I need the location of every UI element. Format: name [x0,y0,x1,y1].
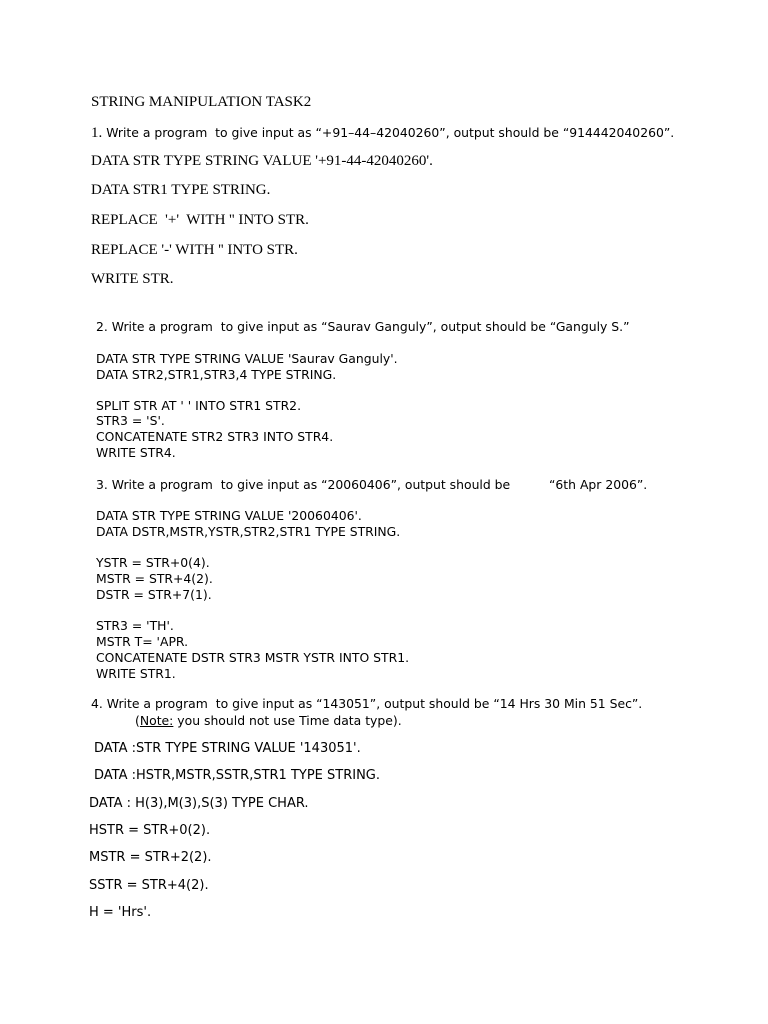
note-label: Note: [139,713,174,728]
task4-code-line: HSTR = STR+0(2). [89,823,211,838]
task4-code-line: MSTR = STR+2(2). [89,850,212,865]
task1-code-line: REPLACE '+' WITH '' INTO STR. [91,212,309,228]
note-text: you should not use Time data type). [173,713,402,728]
task3-code-line: DSTR = STR+7(1). [96,587,212,602]
task2-heading: 2. Write a program to give input as “Saurav Ganguly”, output should be “Ganguly S.” [96,319,630,334]
task3-code-line: DATA STR TYPE STRING VALUE '20060406'. [96,508,362,523]
task2-code-line: CONCATENATE STR2 STR3 INTO STR4. [96,429,334,444]
task1-code-line: DATA STR TYPE STRING VALUE '+91-44-42040260'. [91,153,433,169]
task1-code-line: REPLACE '-' WITH '' INTO STR. [91,242,298,258]
task4-code-line: DATA :STR TYPE STRING VALUE '143051'. [94,741,361,756]
task4-heading: 4. Write a program to give input as “143051”, output should be “14 Hrs 30 Min 51 Sec”. [91,696,643,711]
task2-code-line: DATA STR2,STR1,STR3,4 TYPE STRING. [96,367,337,382]
page-title: STRING MANIPULATION TASK2 [91,94,312,110]
task3-code-line: MSTR = STR+4(2). [96,571,213,586]
task4-code-line: DATA :HSTR,MSTR,SSTR,STR1 TYPE STRING. [94,768,381,783]
task4-code-line: SSTR = STR+4(2). [89,878,209,893]
task3-code-line: CONCATENATE DSTR STR3 MSTR YSTR INTO STR1. [96,650,410,665]
task4-code-line: H = 'Hrs'. [89,905,152,920]
task3-code-line: MSTR T= 'APR. [96,634,189,649]
task3-code-line: WRITE STR1. [96,666,176,681]
task2-code-line: SPLIT STR AT ' ' INTO STR1 STR2. [96,398,302,413]
task1-code-line: WRITE STR. [91,271,174,287]
task3-code-line: YSTR = STR+0(4). [96,555,210,570]
task3-heading: 3. Write a program to give input as “20060406”, output should be [96,477,511,492]
task3-heading-output: “6th Apr 2006”. [549,477,648,492]
task2-code-line: STR3 = 'S'. [96,413,165,428]
task1-heading [91,125,674,141]
task1-number: 1. [91,125,103,141]
task1-code-line: DATA STR1 TYPE STRING. [91,182,271,198]
task2-code-line: DATA STR TYPE STRING VALUE 'Saurav Ganguly'. [96,351,398,366]
task2-code-line: WRITE STR4. [96,445,176,460]
task3-code-line: STR3 = 'TH'. [96,618,174,633]
task3-code-line: DATA DSTR,MSTR,YSTR,STR2,STR1 TYPE STRING. [96,524,401,539]
note-open-paren: ( [135,713,140,728]
task4-code-line: DATA : H(3),M(3),S(3) TYPE CHAR. [89,796,309,811]
task4-note [135,715,402,727]
task1-heading-text: Write a program to give input as “+91–44–42040260”, output should be “914442040260”. [102,125,675,140]
